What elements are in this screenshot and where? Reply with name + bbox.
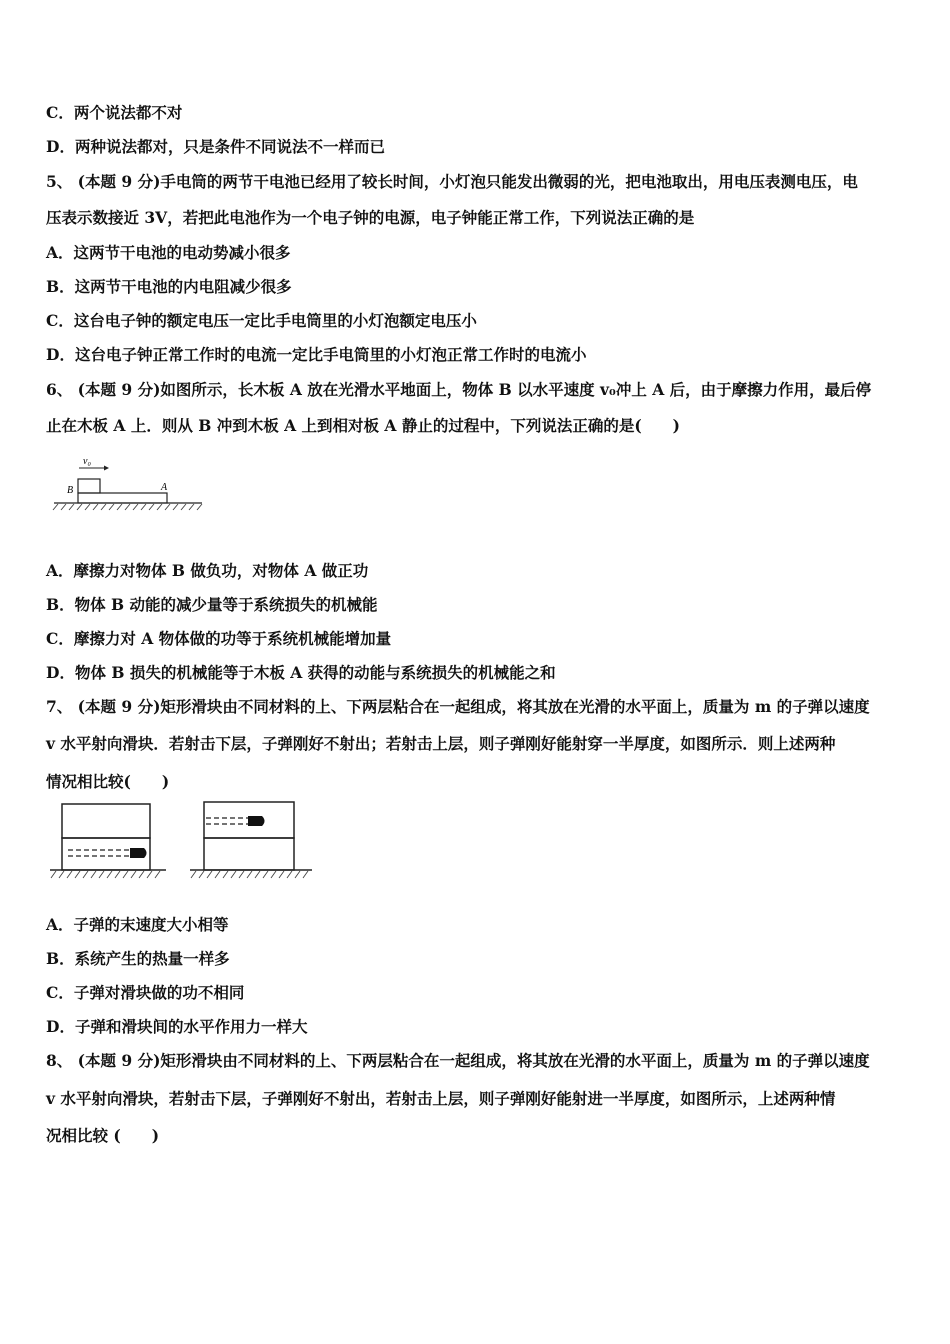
board-a-label: A: [161, 482, 168, 493]
q8-stem-line-3: 况相比较 ( ): [46, 1126, 160, 1145]
block-b: [78, 479, 100, 493]
q5-stem-line-2: 压表示数接近 3V，若把此电池作为一个电子钟的电源，电子钟能正常工作，下列说法正确的是: [46, 208, 695, 227]
bullet-lower: [130, 848, 147, 858]
block-b-label: B: [67, 485, 74, 496]
q6-option-a: A．摩擦力对物体 B 做负功，对物体 A 做正功: [46, 561, 369, 580]
right-block-lower-layer: [204, 838, 294, 870]
q4-option-c: C．两个说法都不对: [46, 103, 183, 122]
q4-option-d: D．两种说法都对，只是条件不同说法不一样而已: [46, 137, 385, 156]
q8-stem-line-2: v 水平射向滑块，若射击下层，子弹刚好不射出，若射击上层，则子弹刚好能射进一半厚度，如图所示，上述两种情: [46, 1089, 836, 1108]
q6-stem-line-1: 6、 (本题 9 分)如图所示，长木板 A 放在光滑水平地面上，物体 B 以水平速度 v₀冲上 A 后，由于摩擦力作用，最后停: [46, 380, 872, 399]
q7-option-c: C．子弹对滑块做的功不相同: [46, 983, 245, 1002]
bullet-upper: [248, 816, 265, 826]
q7-stem-line-3: 情况相比较( ): [46, 772, 170, 791]
q6-option-d: D．物体 B 损失的机械能等于木板 A 获得的动能与系统损失的机械能之和: [46, 663, 556, 682]
q7-option-b: B．系统产生的热量一样多: [46, 949, 230, 968]
q6-stem-line-2: 止在木板 A 上．则从 B 冲到木板 A 上到相对板 A 静止的过程中，下列说法正确的是( ): [46, 416, 681, 435]
q5-stem-line-1: 5、 (本题 9 分)手电筒的两节干电池已经用了较长时间，小灯泡只能发出微弱的光，把电池取出，用电压表测电压，电: [46, 172, 858, 191]
q5-option-b: B．这两节干电池的内电阻减少很多: [46, 277, 292, 296]
board-a: [78, 493, 167, 503]
q5-option-a: A．这两节干电池的电动势减小很多: [46, 243, 291, 262]
velocity-label: v₀: [83, 456, 91, 467]
q7-option-a: A．子弹的末速度大小相等: [46, 915, 229, 934]
q7-stem-line-2: v 水平射向滑块．若射击下层，子弹刚好不射出；若射击上层，则子弹刚好能射穿一半厚度，如图所示．则上述两种: [46, 734, 836, 753]
q6-option-c: C．摩擦力对 A 物体做的功等于系统机械能增加量: [46, 629, 392, 648]
left-block-upper-layer: [62, 804, 150, 838]
q8-stem-line-1: 8、 (本题 9 分)矩形滑块由不同材料的上、下两层粘合在一起组成，将其放在光滑的水平面上，质量为 m 的子弹以速度: [46, 1051, 870, 1070]
q5-option-c: C．这台电子钟的额定电压一定比手电筒里的小灯泡额定电压小: [46, 311, 477, 330]
q6-option-b: B．物体 B 动能的减少量等于系统损失的机械能: [46, 595, 378, 614]
q6-board-block-figure: [50, 452, 210, 516]
q7-bullet-block-figure: [44, 798, 316, 884]
q5-option-d: D．这台电子钟正常工作时的电流一定比手电筒里的小灯泡正常工作时的电流小: [46, 345, 587, 364]
q7-stem-line-1: 7、 (本题 9 分)矩形滑块由不同材料的上、下两层粘合在一起组成，将其放在光滑的水平面上，质量为 m 的子弹以速度: [46, 697, 870, 716]
q7-option-d: D．子弹和滑块间的水平作用力一样大: [46, 1017, 308, 1036]
ground-hatching: [53, 504, 202, 510]
